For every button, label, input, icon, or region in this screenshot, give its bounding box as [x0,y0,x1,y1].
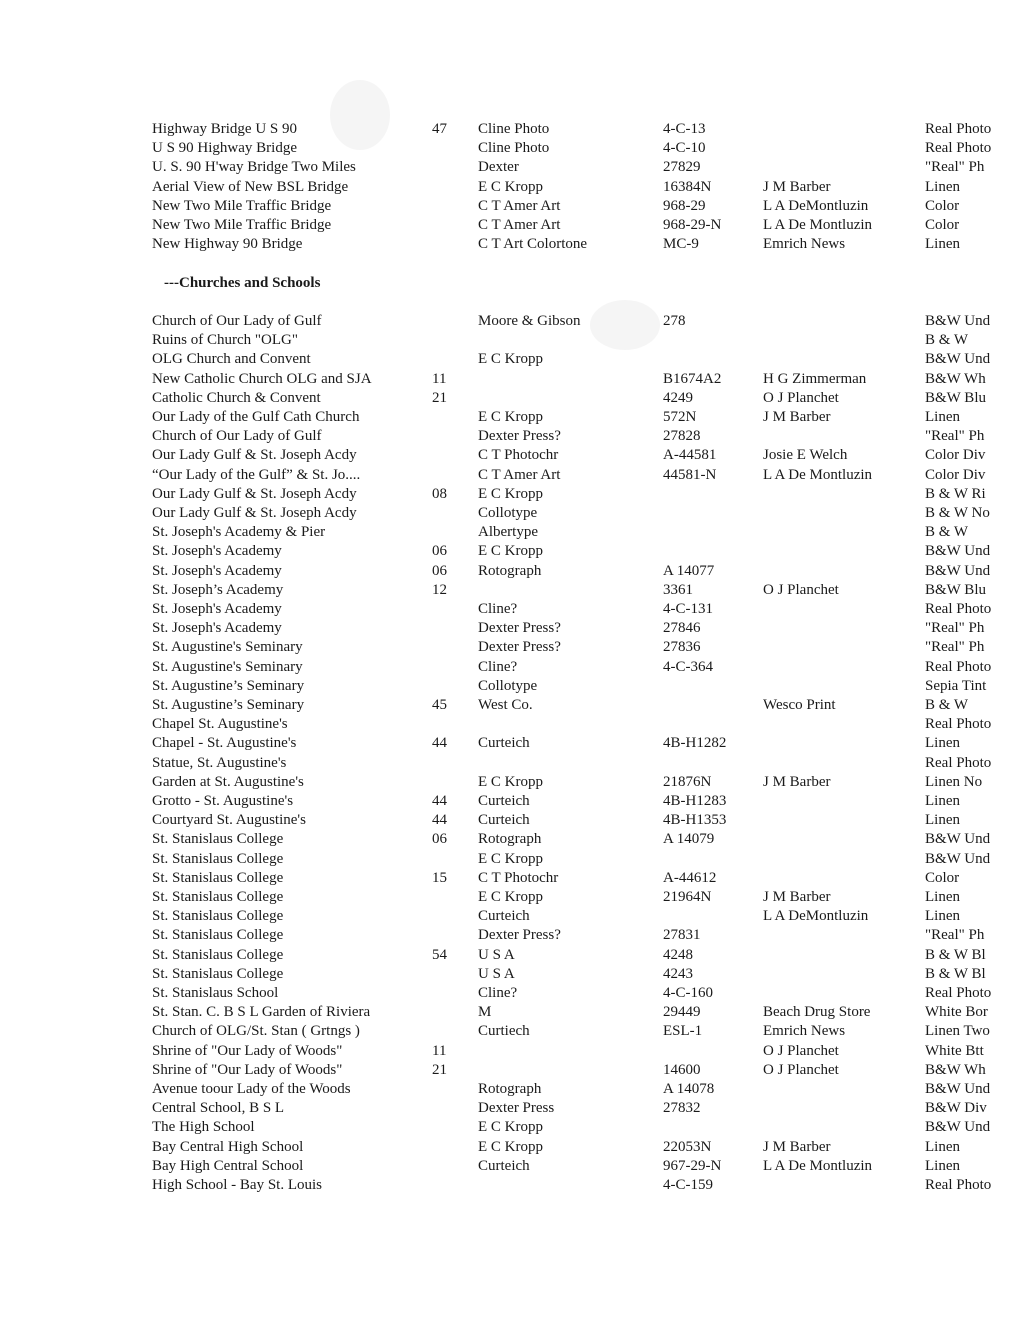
card-type: "Real" Ph [925,639,985,656]
publisher: Dexter Press [478,1100,555,1117]
publisher: E C Kropp [478,351,543,368]
publisher: Dexter Press? [478,639,561,656]
publisher: E C Kropp [478,1138,543,1155]
card-number: 12 [432,581,447,598]
table-row [0,677,1020,696]
table-row [0,1099,1020,1118]
table-row [0,504,1020,523]
publisher: C T Art Colortone [478,236,588,253]
publisher: Cline? [478,985,518,1001]
card-type: Linen [925,1138,960,1155]
table-row [0,946,1020,965]
table-row [0,869,1020,888]
postcard-title: St. Stanislaus College [152,965,284,982]
distributor: Emrich News [763,236,846,253]
table-row [0,984,1020,1003]
table-row [0,408,1020,427]
card-type: Real Photo [925,601,992,617]
postcard-title: “Our Lady of the Gulf” & St. Jo.... [152,466,361,483]
postcard-title: St. Stanislaus College [152,946,284,963]
distributor: O J Planchet [763,581,839,598]
table-row [0,888,1020,907]
catalog-code: 4-C-159 [663,1177,713,1193]
table-row [0,696,1020,715]
card-type: Real Photo [925,140,992,157]
table-row [0,197,1020,216]
card-number: 11 [432,1042,447,1059]
distributor: O J Planchet [763,1061,839,1078]
postcard-title: Ruins of Church "OLG" [152,332,298,349]
table-row [0,485,1020,504]
distributor: H G Zimmerman [763,370,867,387]
card-type: B & W [925,332,969,349]
card-number: 06 [432,562,447,579]
postcard-title: Catholic Church & Convent [152,389,321,406]
publisher: Rotograph [478,831,542,848]
publisher: Collotype [478,677,538,694]
postcard-title: St. Augustine’s Seminary [152,677,305,694]
card-type: Real Photo [925,658,992,675]
card-type: B&W Wh [925,370,986,387]
card-number: 08 [432,485,447,502]
card-type: Linen [925,409,960,425]
distributor: L A De Montluzin [763,1157,873,1174]
distributor: J M Barber [763,178,831,195]
table-row [0,850,1020,869]
distributor: Josie E Welch [763,447,848,464]
table-row [0,773,1020,792]
postcard-title: Our Lady Gulf & St. Joseph Acdy [152,447,357,464]
card-type: Real Photo [925,754,992,771]
card-type: Linen Two [925,1023,990,1040]
publisher: Dexter Press? [478,927,561,944]
table-row [0,216,1020,235]
postcard-title: New Two Mile Traffic Bridge [152,217,332,233]
table-row [0,1042,1020,1061]
publisher: Cline Photo [478,140,550,157]
table-row [0,715,1020,734]
table-row [0,1080,1020,1099]
table-row [0,466,1020,485]
postcard-title: Church of OLG/St. Stan ( Grtngs ) [152,1023,360,1040]
publisher: Dexter Press? [478,620,561,637]
postcard-title: St. Stanislaus School [152,985,279,1001]
postcard-title: St. Stan. C. B S L Garden of Riviera [152,1004,371,1021]
card-type: Color [925,217,960,233]
postcard-title: Our Lady Gulf & St. Joseph Acdy [152,505,357,521]
publisher: Curteich [478,908,530,925]
card-type: Real Photo [925,1177,992,1193]
postcard-title: Our Lady Gulf & St. Joseph Acdy [152,485,357,502]
publisher: E C Kropp [478,485,543,502]
card-type: Color Div [925,447,986,464]
publisher: Cline? [478,658,518,675]
postcard-title: New Catholic Church OLG and SJA [152,370,372,387]
distributor: Wesco Print [763,697,836,713]
card-number: 44 [432,793,447,809]
postcard-title: Church of Our Lady of Gulf [152,428,322,445]
postcard-title: St. Stanislaus College [152,908,284,925]
table-row [0,754,1020,773]
card-type: Real Photo [925,985,992,1001]
card-type: B&W Und [925,562,991,579]
card-type: B&W Und [925,543,991,560]
postcard-title: St. Joseph's Academy [152,543,282,560]
distributor: O J Planchet [763,1042,839,1059]
catalog-code: 4B-H1283 [663,793,727,809]
card-type: B&W Und [925,1081,991,1097]
publisher: Curteich [478,1157,530,1174]
table-row [0,523,1020,542]
card-number: 45 [432,697,447,713]
table-row [0,658,1020,677]
postcard-title: St. Augustine’s Seminary [152,697,305,713]
catalog-code: 278 [663,313,686,329]
catalog-code: 27829 [663,159,701,176]
card-type: Linen [925,236,960,253]
card-type: "Real" Ph [925,620,985,637]
catalog-code: 4-C-160 [663,985,713,1001]
postcard-title: Shrine of "Our Lady of Woods" [152,1042,343,1059]
publisher: E C Kropp [478,773,543,790]
catalog-code: 4-C-131 [663,601,713,617]
postcard-title: Garden at St. Augustine's [152,773,304,790]
card-type: "Real" Ph [925,428,985,445]
catalog-code: 44581-N [663,466,717,483]
postcard-title: St. Joseph's Academy [152,601,282,617]
catalog-code: A 14077 [663,562,715,579]
catalog-code: 4-C-13 [663,121,706,137]
table-row [0,1138,1020,1157]
distributor: L A DeMontluzin [763,197,869,214]
catalog-code: ESL-1 [663,1023,703,1040]
catalog-code: A 14078 [663,1081,715,1097]
catalog-code: 27832 [663,1100,701,1117]
card-number: 47 [432,121,447,137]
table-row [0,562,1020,581]
card-type: Color [925,869,960,886]
postcard-title: Central School, B S L [152,1100,285,1117]
catalog-code: 21876N [663,773,712,790]
card-type: B & W No [925,505,990,521]
card-number: 06 [432,543,447,560]
card-number: 44 [432,812,447,829]
card-type: Linen [925,1157,960,1174]
publisher: E C Kropp [478,889,543,905]
postcard-title: Grotto - St. Augustine's [152,793,294,809]
card-type: B&W Und [925,831,991,848]
publisher: E C Kropp [478,178,543,195]
catalog-code: 22053N [663,1138,712,1155]
table-row [0,965,1020,984]
table-row [0,907,1020,926]
card-type: B & W Bl [925,965,986,982]
publisher: M [478,1004,492,1021]
table-row [0,830,1020,849]
card-number: 54 [432,946,447,963]
postcard-title: St. Joseph's Academy [152,620,282,637]
catalog-code: B1674A2 [663,370,722,387]
card-type: B & W [925,524,969,541]
publisher: E C Kropp [478,543,543,560]
table-row [0,542,1020,561]
card-number: 21 [432,389,447,406]
card-number: 21 [432,1061,447,1078]
card-type: Linen [925,812,960,829]
card-type: B&W Und [925,1119,991,1136]
catalog-code: 27828 [663,428,701,445]
table-row [0,1176,1020,1195]
card-type: B&W Und [925,351,991,368]
postcard-title: St. Augustine's Seminary [152,658,303,675]
publisher: C T Amer Art [478,197,561,214]
catalog-code: 4243 [663,965,693,982]
table-row [0,178,1020,197]
catalog-code: 4248 [663,946,693,963]
postcard-title: U S 90 Highway Bridge [152,140,297,157]
table-row [0,792,1020,811]
catalog-code: 4B-H1353 [663,812,727,829]
card-type: Color Div [925,466,986,483]
catalog-code: 968-29-N [663,217,722,233]
card-type: Linen [925,178,960,195]
table-row [0,312,1020,331]
table-row [0,427,1020,446]
card-type: B&W Und [925,313,991,329]
postcard-title: St. Joseph's Academy [152,562,282,579]
postcard-title: Our Lady of the Gulf Cath Church [152,409,360,425]
table-row [0,158,1020,177]
publisher: Curteich [478,735,530,752]
section-heading: ---Churches and Schools [164,275,321,291]
postcard-title: Courtyard St. Augustine's [152,812,306,829]
catalog-code: A 14079 [663,831,715,848]
postcard-title: Chapel St. Augustine's [152,716,288,733]
publisher: Curteich [478,793,530,809]
card-type: B & W Bl [925,946,986,963]
table-row [0,581,1020,600]
card-type: B&W Und [925,850,991,867]
card-type: "Real" Ph [925,159,985,176]
card-type: Linen [925,889,960,905]
postcard-title: St. Joseph's Academy & Pier [152,524,326,541]
catalog-code: 4-C-364 [663,658,713,675]
catalog-code: 4B-H1282 [663,735,727,752]
postcard-title: St. Stanislaus College [152,831,284,848]
publisher: C T Photochr [478,447,559,464]
catalog-code: 27846 [663,620,701,637]
card-type: B&W Blu [925,581,986,598]
publisher: Collotype [478,505,538,521]
postcard-title: Aerial View of New BSL Bridge [152,178,349,195]
table-row [0,1118,1020,1137]
catalog-code: 4-C-10 [663,140,706,157]
publisher: Cline Photo [478,121,550,137]
postcard-title: Chapel - St. Augustine's [152,735,297,752]
card-type: B&W Blu [925,389,986,406]
table-row [0,139,1020,158]
card-type: Linen [925,793,960,809]
publisher: C T Amer Art [478,466,561,483]
table-row [0,1061,1020,1080]
postcard-title: The High School [152,1119,255,1136]
publisher: U S A [478,965,515,982]
card-number: 11 [432,370,447,387]
table-row [0,235,1020,254]
postcard-title: St. Stanislaus College [152,889,284,905]
publisher: Albertype [478,524,538,541]
postcard-title: St. Augustine's Seminary [152,639,303,656]
catalog-code: 14600 [663,1061,701,1078]
distributor: L A De Montluzin [763,466,873,483]
table-row [0,638,1020,657]
publisher: U S A [478,946,515,963]
publisher: West Co. [478,697,533,713]
postcard-title: New Highway 90 Bridge [152,236,303,253]
distributor: J M Barber [763,773,831,790]
card-type: Linen [925,908,960,925]
card-number: 15 [432,869,447,886]
table-row [0,1022,1020,1041]
card-number: 06 [432,831,447,848]
postcard-title: Bay High Central School [152,1157,304,1174]
catalog-code: 27836 [663,639,701,656]
table-row [0,619,1020,638]
card-type: Color [925,197,960,214]
distributor: Beach Drug Store [763,1004,871,1021]
card-type: White Btt [925,1042,984,1059]
publisher: Curtiech [478,1023,530,1040]
distributor: L A De Montluzin [763,217,873,233]
postcard-title: High School - Bay St. Louis [152,1177,323,1193]
publisher: Cline? [478,601,518,617]
table-row [0,1003,1020,1022]
card-type: Real Photo [925,121,992,137]
publisher: C T Amer Art [478,217,561,233]
table-row [0,734,1020,753]
postcard-title: Bay Central High School [152,1138,304,1155]
catalog-code: 29449 [663,1004,701,1021]
publisher: E C Kropp [478,850,543,867]
postcard-title: Avenue toour Lady of the Woods [152,1081,351,1097]
table-row [0,389,1020,408]
distributor: J M Barber [763,889,831,905]
card-type: "Real" Ph [925,927,985,944]
postcard-title: St. Stanislaus College [152,869,284,886]
catalog-code: MC-9 [663,236,699,253]
catalog-code: 16384N [663,178,712,195]
table-row [0,446,1020,465]
distributor: O J Planchet [763,389,839,406]
table-row [0,926,1020,945]
catalog-code: 3361 [663,581,693,598]
catalog-code: 572N [663,409,697,425]
postcard-title: Shrine of "Our Lady of Woods" [152,1061,343,1078]
publisher: Rotograph [478,562,542,579]
publisher: Moore & Gibson [478,313,581,329]
card-type: B&W Div [925,1100,987,1117]
card-type: Real Photo [925,716,992,733]
postcard-title: Highway Bridge U S 90 [152,121,297,137]
catalog-code: 968-29 [663,197,706,214]
publisher: E C Kropp [478,409,543,425]
distributor: Emrich News [763,1023,846,1040]
publisher: E C Kropp [478,1119,543,1136]
postcard-title: OLG Church and Convent [152,351,311,368]
distributor: J M Barber [763,409,831,425]
publisher: Dexter Press? [478,428,561,445]
card-type: Linen No [925,773,983,790]
postcard-title: Church of Our Lady of Gulf [152,313,322,329]
table-row [0,1157,1020,1176]
card-type: B&W Wh [925,1061,986,1078]
catalog-code: 21964N [663,889,712,905]
postcard-title: Statue, St. Augustine's [152,754,287,771]
catalog-code: A-44581 [663,447,717,464]
table-row [0,600,1020,619]
catalog-code: 27831 [663,927,701,944]
distributor: J M Barber [763,1138,831,1155]
publisher: Curteich [478,812,530,829]
postcard-title: St. Joseph’s Academy [152,581,284,598]
table-row [0,350,1020,369]
card-type: B & W [925,697,969,713]
table-row [0,331,1020,350]
card-type: White Bor [925,1004,988,1021]
postcard-title: St. Stanislaus College [152,850,284,867]
publisher: Dexter [478,159,519,176]
card-number: 44 [432,735,447,752]
card-type: Linen [925,735,960,752]
publisher: Rotograph [478,1081,542,1097]
card-type: Sepia Tint [925,677,987,694]
postcard-title: St. Stanislaus College [152,927,284,944]
publisher: C T Photochr [478,869,559,886]
catalog-code: 967-29-N [663,1157,722,1174]
distributor: L A DeMontluzin [763,908,869,925]
catalog-code: A-44612 [663,869,717,886]
card-type: B & W Ri [925,485,986,502]
postcard-title: New Two Mile Traffic Bridge [152,197,332,214]
table-row [0,811,1020,830]
catalog-code: 4249 [663,389,693,406]
table-row [0,370,1020,389]
postcard-title: U. S. 90 H'way Bridge Two Miles [152,159,356,176]
table-row [0,120,1020,139]
